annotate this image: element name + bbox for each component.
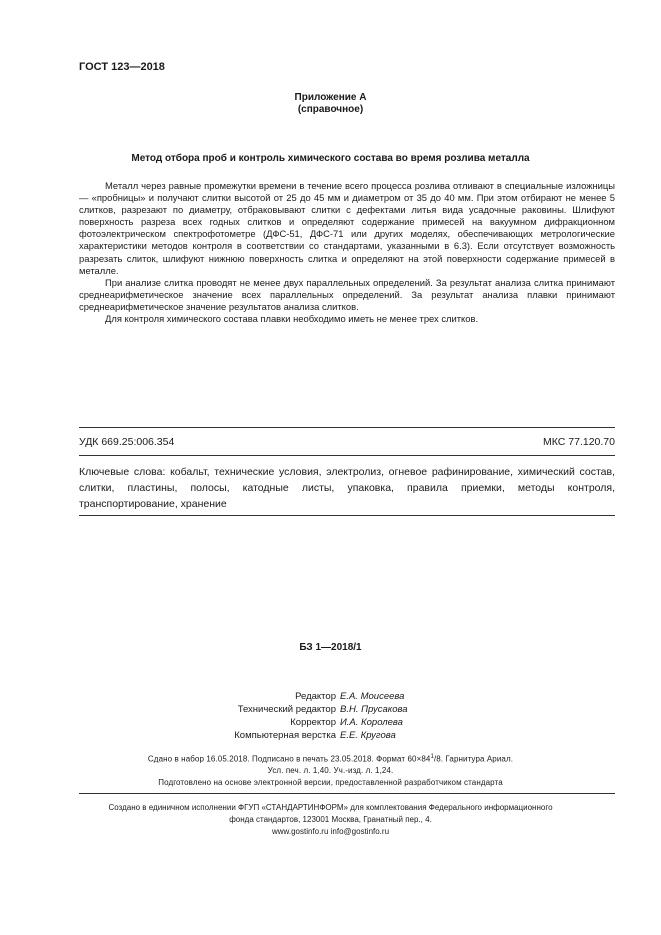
format-fraction-numerator: 1 xyxy=(430,754,434,760)
bz-code: БЗ 1—2018/1 xyxy=(299,642,362,653)
footer-line: фонда стандартов, 123001 Москва, Гранатный пер., 4. xyxy=(229,815,432,824)
print-info-line: Усл. печ. л. 1,40. Уч.-изд. л. 1,24. xyxy=(267,766,394,775)
format-fraction-denominator: /8 xyxy=(433,754,441,764)
credit-role: Компьютерная верстка xyxy=(234,730,336,741)
divider xyxy=(79,515,615,516)
keywords: Ключевые слова: кобальт, технические условия, электролиз, огневое рафинирование, химический состав, слитки, пластины, полосы, катодные листы, упаковка, правила приемки, методы контроля, транспортирование, хранение xyxy=(79,466,615,510)
print-info-line: Подготовлено на основе электронной версии, предоставленной разработчиком стандарта xyxy=(158,778,503,787)
divider xyxy=(79,427,615,428)
appendix-note: (справочное) xyxy=(297,104,364,115)
paragraph: Для контроля химического состава плавки необходимо иметь не менее трех слитков. xyxy=(105,313,479,325)
udk-code: УДК 669.25:006.354 xyxy=(79,436,175,448)
print-info-text: . Гарнитура Ариал. xyxy=(440,754,514,764)
credit-row xyxy=(0,729,661,742)
credit-row xyxy=(0,703,661,716)
credit-name: Е.А. Моисеева xyxy=(340,691,405,702)
credits-block xyxy=(0,690,661,742)
credit-row xyxy=(0,690,661,703)
standard-number: ГОСТ 123—2018 xyxy=(79,61,165,73)
credit-role: Корректор xyxy=(290,717,336,728)
credit-name: Е.Е. Кругова xyxy=(340,730,396,741)
section-title: Метод отбора проб и контроль химического состава во время розлива металла xyxy=(131,153,530,164)
paragraph: Металл через равные промежутки времени в течение всего процесса розлива отливают в специальные изложницы — «пробницы» и получают слитки высотой от 25 до 45 мм и диаметром от 35 до 40 мм. При этом отбирают не менее 5 слитков, разрезают по диаметру, отбраковывают слитки с дефектами литья вида усадочные раковины. Шлифуют поверхность разреза всех годных слитков и определяют содержание примесей на вакуумном дифракционном фотоэлектрическом спектрофотометре (ДФС-51, ДФС-71 или других моделях, обеспечивающих метрологические характеристики методов контроля в соответствии со стандартами, указанными в 6.3). Если отсутствует возможность разрезать слиток, шлифуют нижнюю поверхность слитка и определяют на этой поверхности содержание примесей в металле. xyxy=(79,180,615,276)
credit-row xyxy=(0,716,661,729)
print-info-line xyxy=(0,754,661,764)
mks-code: МКС 77.120.70 xyxy=(543,436,615,448)
credit-role: Технический редактор xyxy=(237,704,336,715)
body-text xyxy=(79,180,615,325)
credit-name: И.А. Королева xyxy=(340,717,403,728)
footer-line: Создано в единичном исполнении ФГУП «СТАНДАРТИНФОРМ» для комплектования Федерального информационного xyxy=(108,803,553,812)
credit-role: Редактор xyxy=(295,691,336,702)
footer-contacts: www.gostinfo.ru info@gostinfo.ru xyxy=(271,827,390,836)
print-info-text: Сдано в набор 16.05.2018. Подписано в печать 23.05.2018. Формат 60×84 xyxy=(147,754,431,764)
paragraph: При анализе слитка проводят не менее двух параллельных определений. За результат анализа слитка принимают среднеарифметическое значение всех параллельных определений. За результат анализа плавки принимают среднеарифметическое значение результатов анализа слитков. xyxy=(79,276,615,312)
credit-name: В.Н. Прусакова xyxy=(340,704,408,715)
appendix-title: Приложение А xyxy=(294,92,367,103)
divider xyxy=(79,455,615,456)
divider xyxy=(79,793,615,794)
